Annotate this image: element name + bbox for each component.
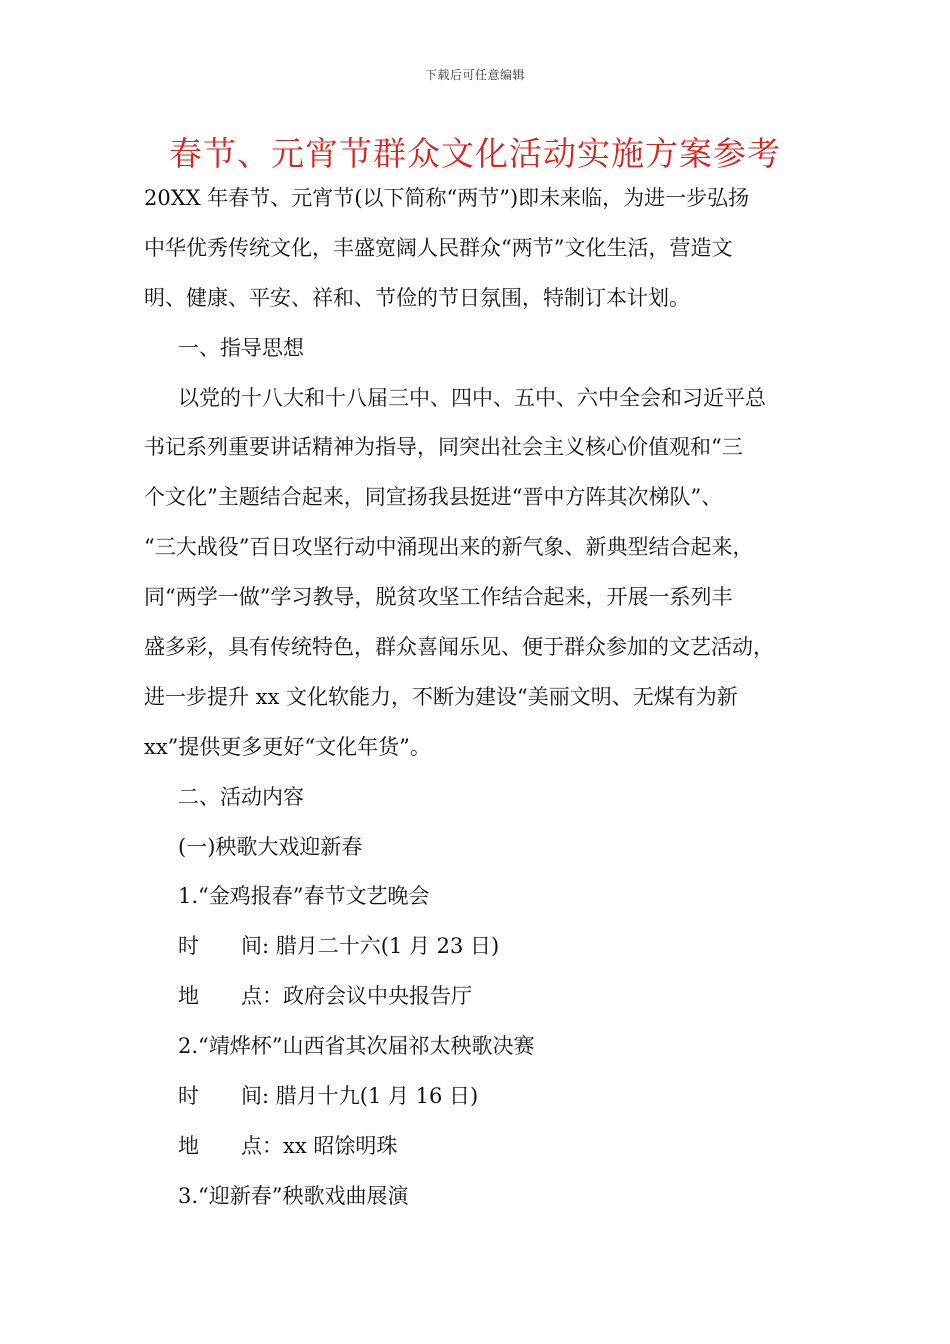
paragraph-line: 以党的十八大和十八届三中、四中、五中、六中全会和习近平总 <box>178 385 766 410</box>
section-heading: 二、活动内容 <box>178 784 304 809</box>
event-time: 时 间: 腊月二十六(1 月 23 日) <box>178 934 500 959</box>
paragraph-line: 个文化”主题结合起来，同宣扬我县挺进“晋中方阵其次梯队”、 <box>144 485 723 510</box>
event-item-title: 3.“迎新春”秧歌戏曲展演 <box>178 1183 409 1208</box>
paragraph-line: xx”提供更多更好“文化年货”。 <box>144 734 431 759</box>
event-item-title: 1.“金鸡报春”春节文艺晚会 <box>178 884 430 909</box>
event-location: 地 点：xx 昭馀明珠 <box>178 1133 398 1158</box>
event-location: 地 点：政府会议中央报告厅 <box>178 984 472 1009</box>
paragraph-line: 同“两学一做”学习教导，脱贫攻坚工作结合起来，开展一系列丰 <box>144 585 733 610</box>
header-note: 下载后可任意编辑 <box>424 68 525 82</box>
paragraph-line: 书记系列重要讲话精神为指导，同突出社会主义核心价值观和“三 <box>144 435 743 460</box>
event-time: 时 间: 腊月十九(1 月 16 日) <box>178 1084 479 1109</box>
section-heading: 一、指导思想 <box>178 335 304 360</box>
event-item-title: 2.“靖烨杯”山西省其次届祁太秧歌决赛 <box>178 1034 535 1059</box>
paragraph-line: 盛多彩，具有传统特色，群众喜闻乐见、便于群众参加的文艺活动， <box>144 635 774 660</box>
document-body <box>144 183 819 1231</box>
document-title: 春节、元宵节群众文化活动实施方案参考 <box>169 134 781 173</box>
paragraph-line: 20XX 年春节、元宵节(以下简称“两节”)即未来临，为进一步弘扬 <box>144 186 750 210</box>
paragraph-line: “三大战役”百日攻坚行动中涌现出来的新气象、新典型结合起来， <box>144 535 754 560</box>
paragraph-line: 明、健康、平安、祥和、节俭的节日氛围，特制订本计划。 <box>144 285 690 310</box>
subsection-heading: (一)秧歌大戏迎新春 <box>178 834 363 859</box>
paragraph-line: 中华优秀传统文化，丰盛宽阔人民群众“两节”文化生活，营造文 <box>144 235 733 260</box>
paragraph-line: 进一步提升 xx 文化软能力，不断为建设“美丽文明、无煤有为新 <box>144 684 738 709</box>
